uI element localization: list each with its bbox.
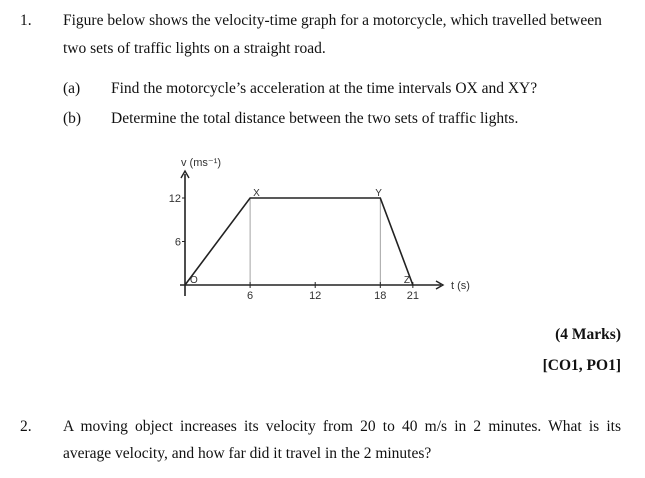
- x-axis-label: t (s): [451, 280, 470, 292]
- y-tick-label-6: 6: [174, 236, 181, 249]
- question-1-text-line-2: two sets of traffic lights on a straight road.: [63, 40, 326, 57]
- marks-label: (4 Marks): [555, 326, 621, 343]
- question-2-text-line-2: average velocity, and how far did it travel in the 2 minutes?: [63, 445, 432, 462]
- part-b-label: (b): [63, 110, 82, 127]
- x-tick-label-12: 12: [309, 290, 322, 302]
- part-b-text: Determine the total distance between the two sets of traffic lights.: [111, 110, 519, 127]
- co-po-label: [CO1, PO1]: [542, 357, 621, 374]
- part-a-label: (a): [63, 80, 81, 97]
- x-tick-label-6: 6: [247, 290, 254, 302]
- point-label-o: O: [190, 275, 198, 286]
- point-label-y: Y: [375, 188, 382, 199]
- question-1-text-line-1: Figure below shows the velocity-time graph for a motorcycle, which travelled between: [63, 12, 602, 29]
- y-axis-label: v (ms⁻¹): [181, 157, 222, 169]
- point-label-x: X: [253, 188, 260, 199]
- x-tick-label-18: 18: [374, 290, 387, 302]
- question-2-number: 2.: [20, 418, 32, 435]
- part-a-text: Find the motorcycle’s acceleration at the time intervals OX and XY?: [111, 80, 538, 97]
- chart-plot-area: [169, 157, 470, 302]
- x-tick-label-21: 21: [406, 290, 419, 302]
- point-label-z: Z: [403, 275, 410, 286]
- y-tick-label-12: 12: [168, 193, 181, 205]
- question-1-number: 1.: [20, 12, 32, 29]
- series-line: [185, 198, 413, 285]
- question-2-text-line-1: A moving object increases its velocity from 20 to 40 m/s in 2 minutes. What is its: [63, 418, 621, 435]
